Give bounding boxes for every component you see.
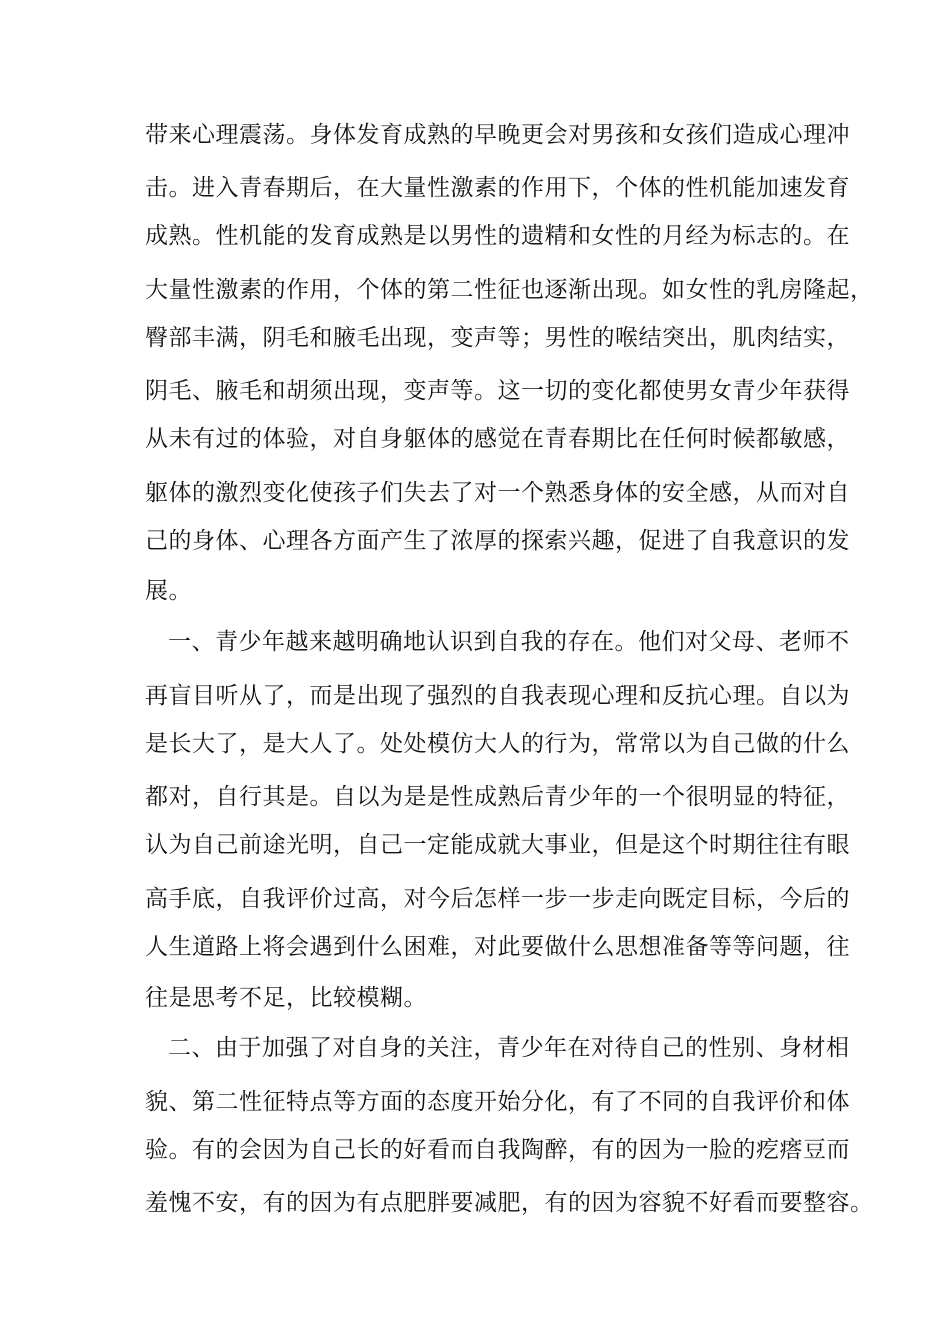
text-line: 再盲目听从了，而是出现了强烈的自我表现心理和反抗心理。自以为 [145, 683, 850, 709]
text-line: 己的身体、心理各方面产生了浓厚的探索兴趣，促进了自我意识的发 [145, 528, 850, 554]
text-line: 躯体的激烈变化使孩子们失去了对一个熟悉身体的安全感，从而对自 [145, 480, 850, 506]
text-line: 往是思考不足，比较模糊。 [145, 985, 427, 1011]
text-line: 击。进入青春期后，在大量性激素的作用下，个体的性机能加速发育 [145, 175, 850, 201]
text-line: 是长大了，是大人了。处处模仿大人的行为，常常以为自己做的什么 [145, 731, 850, 757]
text-line: 高手底，自我评价过高，对今后怎样一步一步走向既定目标，今后的 [145, 886, 850, 912]
text-line: 从未有过的体验，对自身躯体的感觉在青春期比在任何时候都敏感， [145, 426, 850, 452]
text-line: 展。 [145, 578, 192, 604]
text-line: 臀部丰满，阴毛和腋毛出现，变声等；男性的喉结突出，肌肉结实， [145, 325, 850, 351]
text-line: 羞愧不安，有的因为有点肥胖要减肥，有的因为容貌不好看而要整容。 [145, 1190, 874, 1216]
text-line: 成熟。性机能的发育成熟是以男性的遗精和女性的月经为标志的。在 [145, 223, 850, 249]
text-line: 带来心理震荡。身体发育成熟的早晚更会对男孩和女孩们造成心理冲 [145, 122, 850, 148]
text-line: 二、由于加强了对自身的关注，青少年在对待自己的性别、身材相 [168, 1035, 850, 1061]
text-line: 都对，自行其是。自以为是是性成熟后青少年的一个很明显的特征， [145, 784, 850, 810]
text-line: 验。有的会因为自己长的好看而自我陶醉，有的因为一脸的疙瘩豆而 [145, 1137, 850, 1163]
text-line: 认为自己前途光明，自己一定能成就大事业，但是这个时期往往有眼 [145, 832, 850, 858]
text-line: 貌、第二性征特点等方面的态度开始分化，有了不同的自我评价和体 [145, 1089, 850, 1115]
text-line: 大量性激素的作用，个体的第二性征也逐渐出现。如女性的乳房隆起， [145, 277, 874, 303]
text-line: 一、青少年越来越明确地认识到自我的存在。他们对父母、老师不 [168, 629, 850, 655]
text-line: 人生道路上将会遇到什么困难，对此要做什么思想准备等等问题，往 [145, 934, 850, 960]
text-line: 阴毛、腋毛和胡须出现，变声等。这一切的变化都使男女青少年获得 [145, 378, 850, 404]
